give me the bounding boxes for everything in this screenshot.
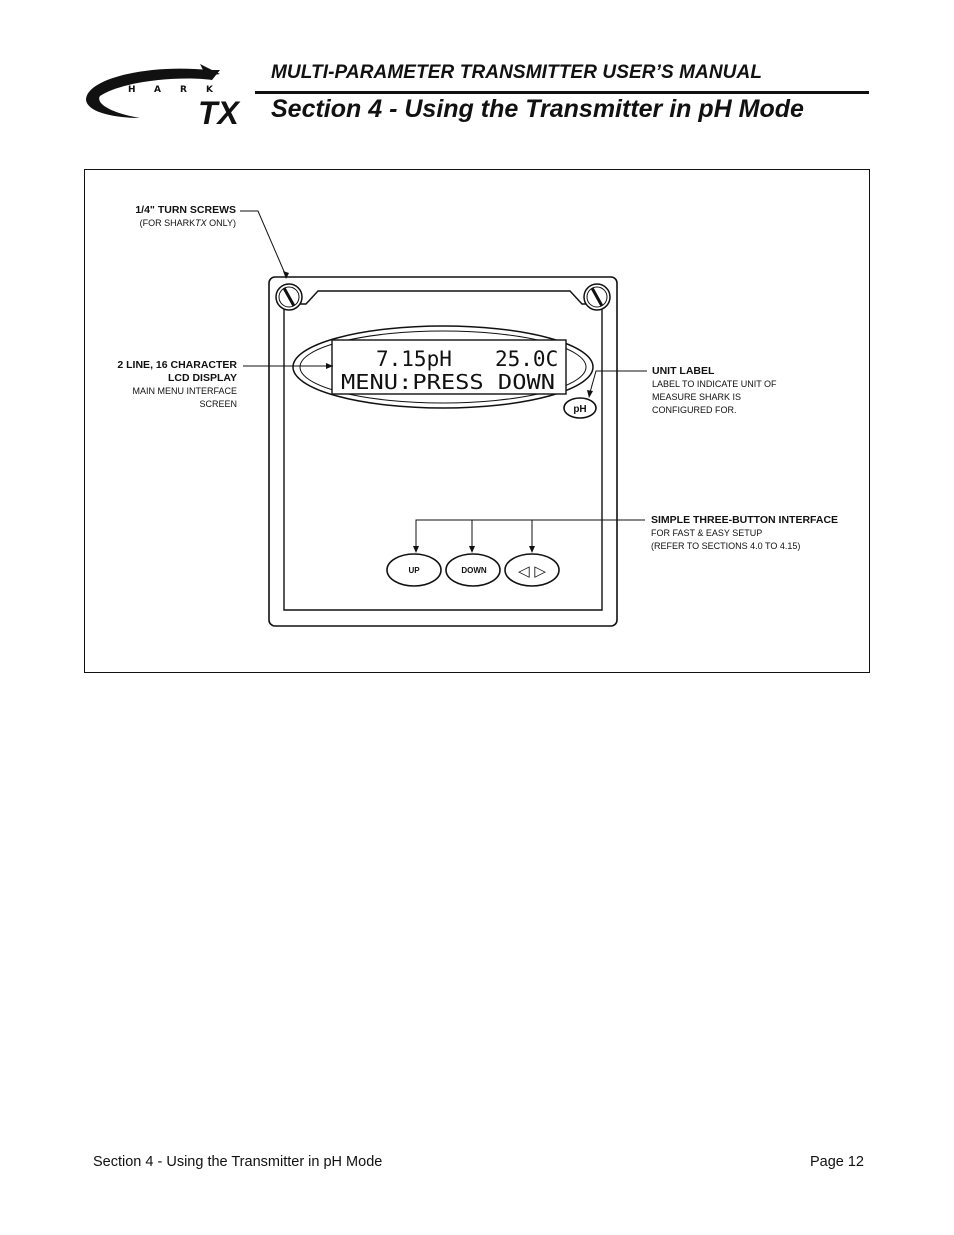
footer-section: Section 4 - Using the Transmitter in pH Mode [93,1154,383,1170]
lcd-row1-left: 7.15pH [376,347,452,371]
logo-letter: S [102,85,109,95]
callout-turn-screws [135,204,236,230]
section-title: Section 4 - Using the Transmitter in pH Mode [271,95,804,123]
callout-three-button [651,514,838,553]
logo-letter: A [154,85,161,95]
callout-lcd-note1: MAIN MENU INTERFACE [132,386,237,396]
unit-label-text: pH [573,404,587,415]
callout-unit-label-note3: CONFIGURED FOR. [652,405,737,415]
callout-three-button-title: SIMPLE THREE-BUTTON INTERFACE [651,514,839,526]
callout-three-button-note2: (REFER TO SECTIONS 4.0 TO 4.15) [651,541,801,551]
lcd-row1-right: 25.0C [495,347,559,371]
callout-lcd-display [117,359,237,411]
logo-letter: K [206,85,213,95]
manual-title: MULTI-PARAMETER TRANSMITTER USER’S MANUAL [271,62,763,83]
logo-tx: TX [198,95,239,128]
callout-turn-screws-title: 1/4" TURN SCREWS [135,204,236,216]
down-button-label: DOWN [461,566,487,575]
callout-unit-label-note1: LABEL TO INDICATE UNIT OF [652,379,777,389]
logo-letter: R [180,85,187,95]
callout-unit-label-title: UNIT LABEL [652,365,715,377]
page-number: Page 12 [809,1154,864,1170]
left-right-arrows-icon: ◁ ▷ [518,562,546,580]
callout-unit-label [652,365,777,417]
callout-unit-label-note2: MEASURE SHARK IS [652,392,742,402]
callout-lcd-line1: 2 LINE, 16 CHARACTER [117,359,237,371]
screw-left-icon [276,284,302,310]
logo-letter: H [128,85,136,95]
lcd-row2: MENU:PRESS DOWN [341,370,555,394]
callout-lcd-note2: SCREEN [199,399,237,409]
callout-lcd-line2: LCD DISPLAY [167,372,237,384]
callout-turn-screws-note: (FOR SHARKTX ONLY) [139,218,236,228]
up-button-label: UP [408,566,420,575]
callout-three-button-note1: FOR FAST & EASY SETUP [651,528,763,538]
screw-right-icon [584,284,610,310]
